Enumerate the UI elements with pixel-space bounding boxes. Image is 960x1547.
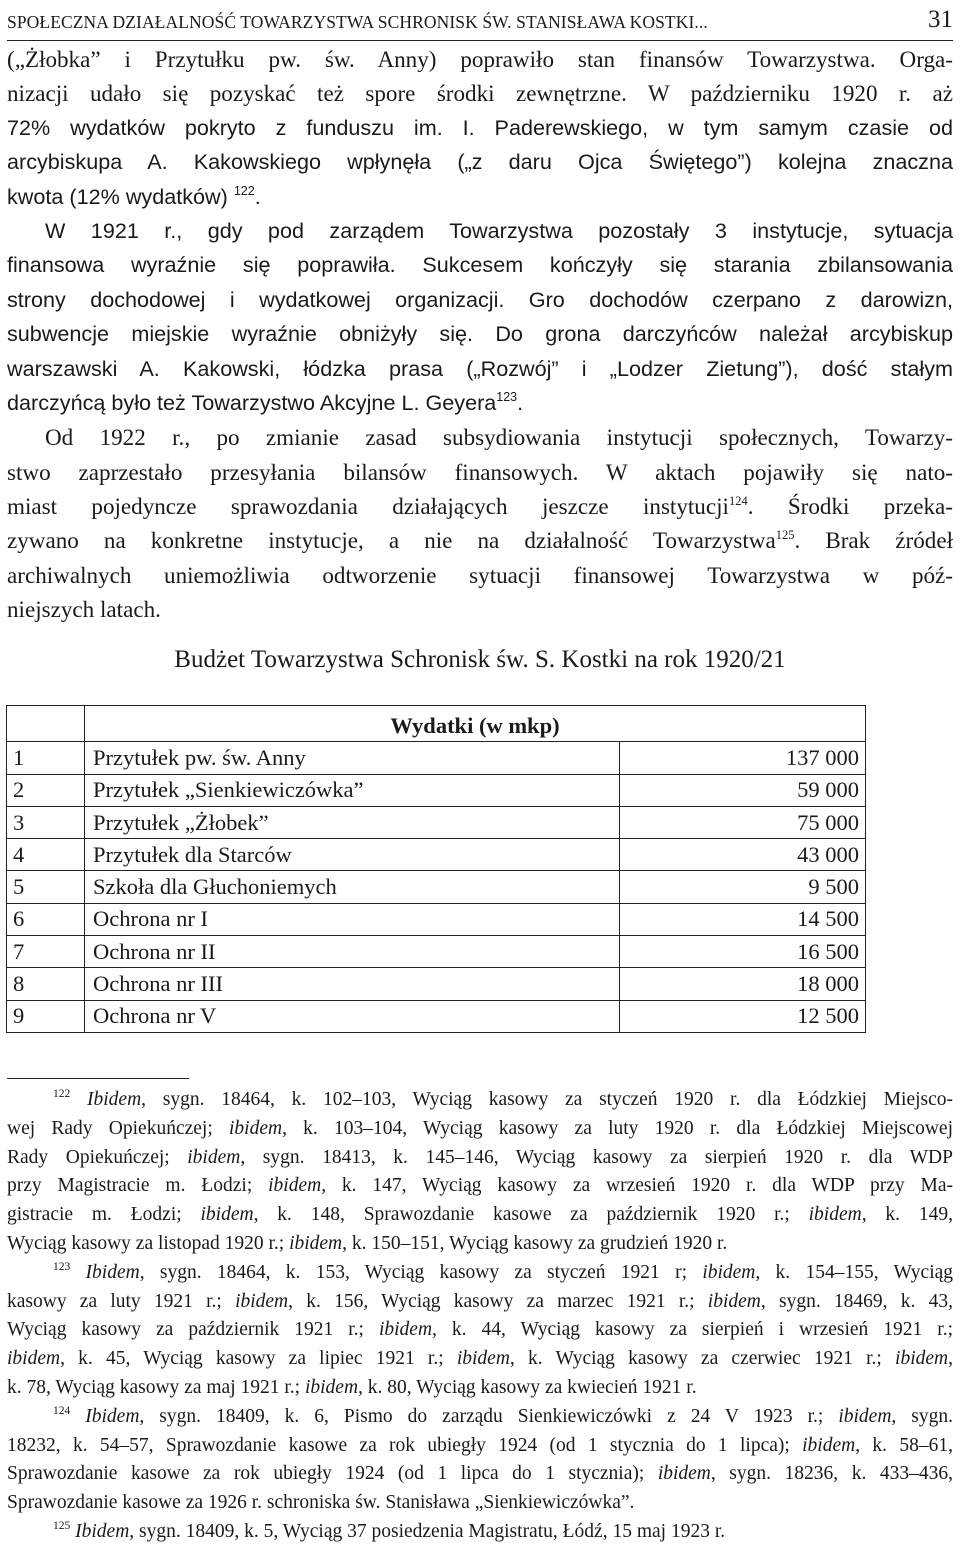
body-line: darczyńcą było też Towarzystwo Akcyjne L. Geyera$^{123}$. bbox=[7, 389, 524, 415]
row-number: 9 bbox=[7, 1000, 85, 1032]
institution-name: Ochrona nr V bbox=[85, 1000, 620, 1032]
expense-amount: 14 500 bbox=[620, 903, 866, 935]
institution-name: Przytułek „Żłobek” bbox=[85, 806, 620, 838]
institution-name: Szkoła dla Głuchoniemych bbox=[85, 871, 620, 903]
table-row bbox=[7, 1000, 866, 1032]
table-row bbox=[7, 742, 866, 774]
body-line: W 1921 r., gdy pod zarządem Towarzystwa pozostały 3 instytucje, sytuacja bbox=[45, 217, 953, 243]
footnote-122-line: przy Magistracie m. Łodzi; ibidem, k. 147, Wyciąg kasowy za wrzesień 1920 r. dla WDP przy Ma- bbox=[7, 1175, 953, 1197]
footnote-123-line: Wyciąg kasowy za październik 1921 r.; ibidem, k. 44, Wyciąg kasowy za sierpień i wrzesień 1921 r.; bbox=[7, 1319, 953, 1341]
footnote-divider bbox=[7, 1078, 189, 1079]
table-header-row bbox=[7, 706, 866, 742]
footnote-124-line: Sprawozdanie kasowe za 1926 r. schroniska św. Stanisława „Sienkiewiczówka”. bbox=[7, 1492, 635, 1514]
footnote-123-line: k. 78, Wyciąg kasowy za maj 1921 r.; ibidem, k. 80, Wyciąg kasowy za kwiecień 1921 r. bbox=[7, 1376, 697, 1398]
running-header bbox=[7, 6, 953, 41]
body-line: zywano na konkretne instytucje, a nie na działalność Towarzystwa$^{125}$. Brak źródeł bbox=[7, 527, 954, 554]
expense-amount: 18 000 bbox=[620, 968, 866, 1000]
body-line: niejszych latach. bbox=[7, 596, 161, 623]
body-line: subwencje miejskie wyraźnie obniżyły się. Do grona darczyńców należał arcybiskup bbox=[7, 321, 953, 347]
body-line: strony dochodowej i wydatkowej organizacji. Gro dochodów czerpano z darowizn, bbox=[7, 286, 953, 312]
expense-amount: 137 000 bbox=[620, 742, 866, 774]
body-line: archiwalnych uniemożliwia odtworzenie sytuacji finansowej Towarzystwa w póź- bbox=[7, 561, 953, 588]
footnote-ref: 125 bbox=[775, 528, 795, 543]
expense-amount: 12 500 bbox=[620, 1000, 866, 1032]
footnote-ref: 123 bbox=[496, 389, 518, 404]
row-number: 8 bbox=[7, 968, 85, 1000]
table-row bbox=[7, 806, 866, 838]
expense-amount: 9 500 bbox=[620, 871, 866, 903]
body-line: arcybiskupa A. Kakowskiego wpłynęła („z daru Ojca Świętego”) kolejna znaczna bbox=[7, 149, 953, 175]
row-number: 7 bbox=[7, 936, 85, 968]
body-line: miast pojedyncze sprawozdania działających jeszcze instytucji$^{124}$. Środki przeka- bbox=[7, 493, 953, 520]
row-number: 4 bbox=[7, 839, 85, 871]
body-line: kwota (12% wydatków) $^{122}$. bbox=[7, 183, 261, 209]
footnote-122-line: wej Rady Opiekuńczej; ibidem, k. 103–104, Wyciąg kasowy za luty 1920 r. dla Łódzkiej Miejscowej bbox=[7, 1117, 953, 1139]
footnote-123-line: kasowy za luty 1921 r.; ibidem, k. 156, Wyciąg kasowy za marzec 1921 r.; ibidem, sygn. 18469, k. 43, bbox=[7, 1290, 953, 1312]
budget-table bbox=[6, 705, 866, 1033]
footnote-123-line: $^{123}$ Ibidem, sygn. 18464, k. 153, Wyciąg kasowy za styczeń 1921 r; ibidem, k. 154–155, Wyciąg bbox=[53, 1260, 954, 1283]
institution-name: Ochrona nr I bbox=[85, 903, 620, 935]
expense-amount: 16 500 bbox=[620, 936, 866, 968]
row-number: 5 bbox=[7, 871, 85, 903]
expense-amount: 59 000 bbox=[620, 774, 866, 806]
footnote-124-line: $^{124}$ Ibidem, sygn. 18409, k. 6, Pismo do zarządu Sienkiewiczówki z 24 V 1923 r.; ibidem, sygn. bbox=[53, 1404, 954, 1427]
page-number: 31 bbox=[928, 6, 953, 33]
table-row bbox=[7, 774, 866, 806]
footnote-122-line: gistracie m. Łodzi; ibidem, k. 148, Sprawozdanie kasowe za październik 1920 r.; ibidem, k. 149, bbox=[7, 1204, 953, 1226]
footnote-ref: 124 bbox=[728, 494, 748, 509]
row-number: 3 bbox=[7, 806, 85, 838]
table-row bbox=[7, 968, 866, 1000]
body-line: finansowa wyraźnie się poprawiła. Sukcesem kończyły się starania zbilansowania bbox=[7, 252, 953, 278]
table-row bbox=[7, 839, 866, 871]
footnote-122-line: $^{122}$ Ibidem, sygn. 18464, k. 102–103, Wyciąg kasowy za styczeń 1920 r. dla Łódzkiej Miejsco- bbox=[53, 1088, 954, 1110]
table-title: Budżet Towarzystwa Schronisk św. S. Kostki na rok 1920/21 bbox=[174, 646, 786, 673]
footnote-124-line: Sprawozdanie kasowe za rok ubiegły 1924 (od 1 lipca do 1 stycznia); ibidem, sygn. 18236, k. 433–436, bbox=[7, 1463, 953, 1485]
footnote-123-line: ibidem, k. 45, Wyciąg kasowy za lipiec 1921 r.; ibidem, k. Wyciąg kasowy za czerwiec 1921 r.; ibidem, bbox=[7, 1348, 953, 1370]
body-text bbox=[7, 42, 953, 627]
footnote-124-line: 18232, k. 54–57, Sprawozdanie kasowe za rok ubiegły 1924 (od 1 stycznia do 1 lipca); ibidem, k. 58–61, bbox=[7, 1434, 953, 1456]
footnote-122-line: Rady Opiekuńczej; ibidem, sygn. 18413, k. 145–146, Wyciąg kasowy za sierpień 1920 r. dla WDP bbox=[7, 1146, 953, 1168]
body-line: stwo zaprzestało przesyłania bilansów finansowych. W aktach pojawiły się nato- bbox=[7, 458, 953, 485]
table-row bbox=[7, 903, 866, 935]
institution-name: Przytułek dla Starców bbox=[85, 839, 620, 871]
body-line: Od 1922 r., po zmianie zasad subsydiowania instytucji społecznych, Towarzy- bbox=[45, 424, 953, 451]
institution-name: Ochrona nr II bbox=[85, 936, 620, 968]
row-number: 1 bbox=[7, 742, 85, 774]
body-line: („Żłobka” i Przytułku pw. św. Anny) poprawiło stan finansów Towarzystwa. Orga- bbox=[7, 46, 953, 72]
body-line: warszawski A. Kakowski, łódzka prasa („Rozwój” i „Lodzer Zietung”), dość stałym bbox=[7, 355, 953, 381]
table-header-blank bbox=[7, 706, 85, 742]
running-title: SPOŁECZNA DZIAŁALNOŚĆ TOWARZYSTWA SCHRONISK ŚW. STANISŁAWA KOSTKI... bbox=[7, 12, 708, 32]
row-number: 6 bbox=[7, 903, 85, 935]
footnote-122-line: Wyciąg kasowy za listopad 1920 r.; ibidem, k. 150–151, Wyciąg kasowy za grudzień 1920 r. bbox=[7, 1232, 728, 1254]
institution-name: Ochrona nr III bbox=[85, 968, 620, 1000]
footnotes bbox=[7, 1086, 953, 1547]
body-line: nizacji udało się pozyskać też spore środki zewnętrzne. W październiku 1920 r. aż bbox=[7, 80, 953, 107]
expense-amount: 75 000 bbox=[620, 806, 866, 838]
table-body bbox=[7, 742, 866, 1033]
institution-name: Przytułek „Sienkiewiczówka” bbox=[85, 774, 620, 806]
row-number: 2 bbox=[7, 774, 85, 806]
institution-name: Przytułek pw. św. Anny bbox=[85, 742, 620, 774]
expense-amount: 43 000 bbox=[620, 839, 866, 871]
footnote-ref: 122 bbox=[233, 183, 255, 198]
table-row bbox=[7, 936, 866, 968]
body-line: 72% wydatków pokryto z funduszu im. I. Paderewskiego, w tym samym czasie od bbox=[7, 114, 953, 140]
table-header: Wydatki (w mkp) bbox=[85, 706, 866, 742]
table-row bbox=[7, 871, 866, 903]
footnote-125-line: $^{125}$ Ibidem, sygn. 18409, k. 5, Wyciąg 37 posiedzenia Magistratu, Łódź, 15 maj 1923 r. bbox=[53, 1519, 726, 1542]
